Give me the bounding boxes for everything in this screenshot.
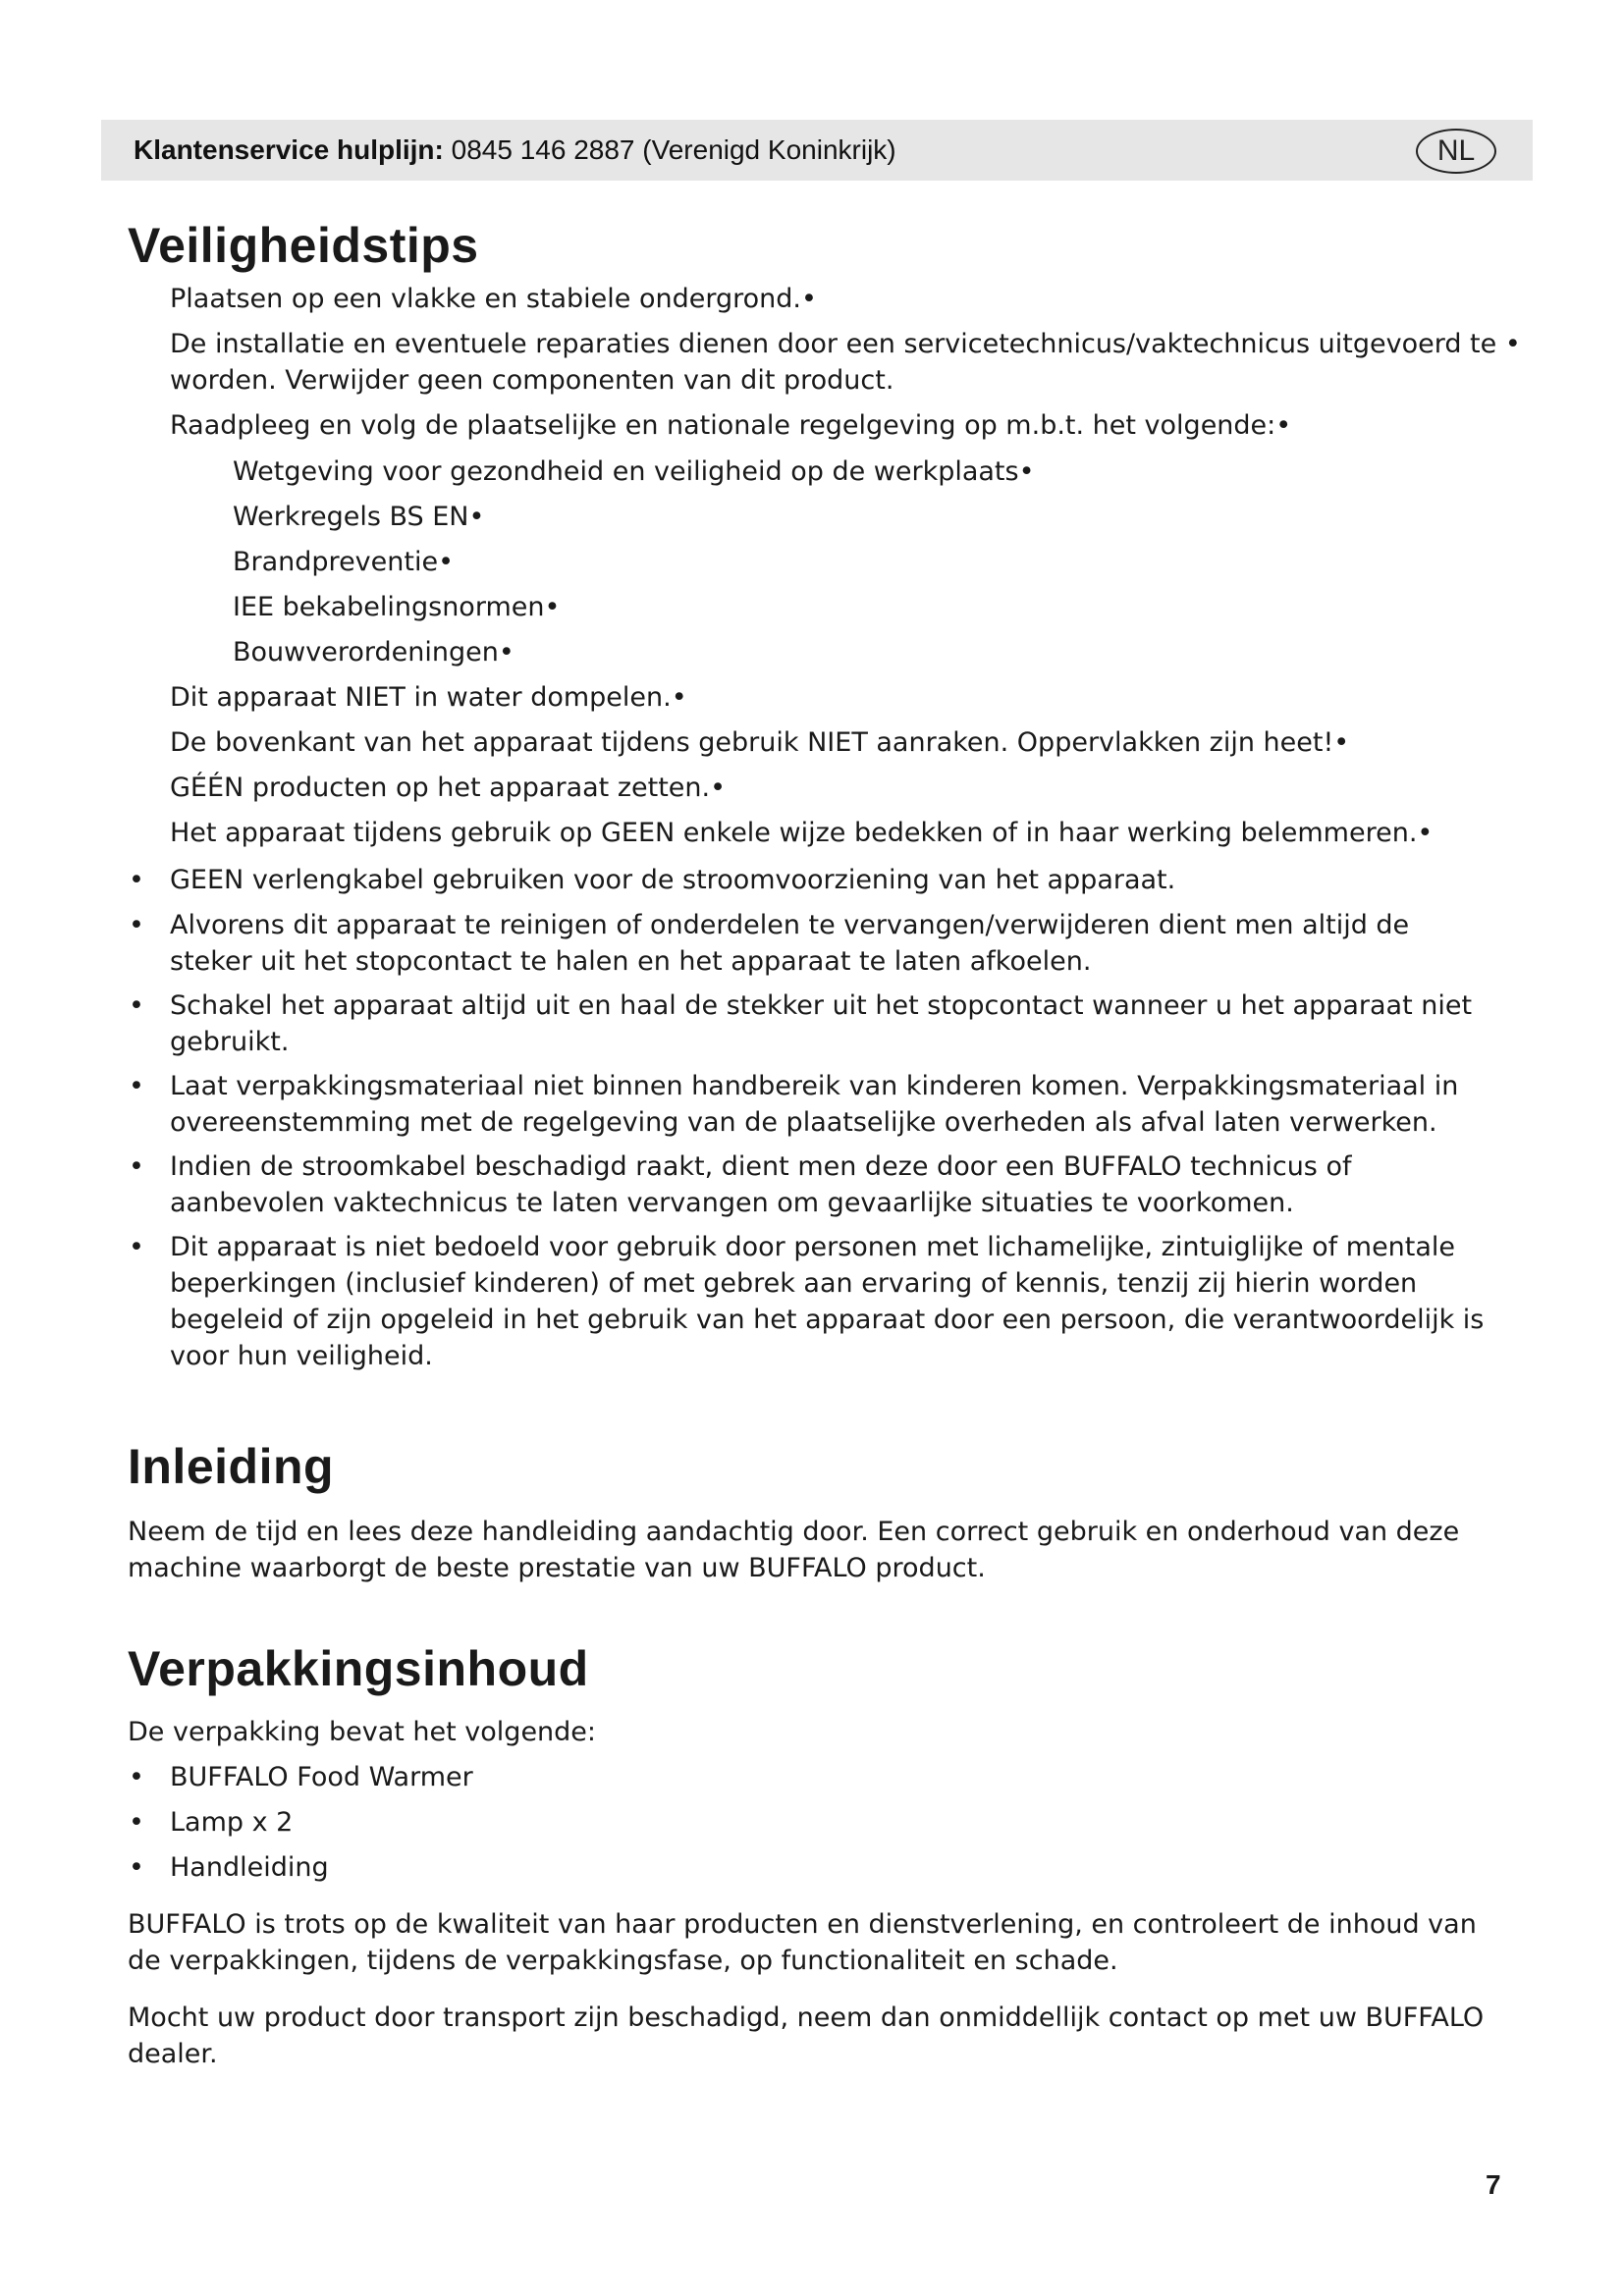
- page-number: 7: [1486, 2169, 1501, 2200]
- bullet-5: •: [129, 1151, 144, 1182]
- safety-line-7: Het apparaat tijdens gebruik op GEEN enkele wijze bedekken of in haar werking belemmeren.•: [170, 818, 1434, 848]
- safety-line-4: Dit apparaat NIET in water dompelen.•: [170, 682, 687, 713]
- safety-bullet-3a: Schakel het apparaat altijd uit en haal de stekker uit het stopcontact wanneer u het apparaat niet: [170, 990, 1473, 1021]
- contents-bullet-1: •: [129, 1762, 144, 1792]
- language-badge: NL: [1416, 129, 1496, 174]
- safety-line-2a: De installatie en eventuele reparaties dienen door een servicetechnicus/vaktechnicus uitgevoerd te •: [170, 329, 1521, 359]
- contents-bullet-3: •: [129, 1852, 144, 1883]
- safety-sub-3: Brandpreventie•: [233, 547, 455, 577]
- safety-bullet-5b: aanbevolen vaktechnicus te laten vervangen om gevaarlijke situaties te voorkomen.: [170, 1188, 1294, 1218]
- contents-item-2: Lamp x 2: [170, 1807, 294, 1838]
- contents-item-3: Handleiding: [170, 1852, 329, 1883]
- contents-item-1: BUFFALO Food Warmer: [170, 1762, 473, 1792]
- contents-bullet-2: •: [129, 1807, 144, 1838]
- safety-bullet-2a: Alvorens dit apparaat te reinigen of onderdelen te vervangen/verwijderen dient men altijd de: [170, 910, 1410, 940]
- section-title-safety: Veiligheidstips: [128, 218, 479, 273]
- helpline-phone: 0845 146 2887 (Verenigd Koninkrijk): [443, 134, 896, 165]
- contents-para-2b: dealer.: [128, 2039, 218, 2069]
- safety-bullet-6d: voor hun veiligheid.: [170, 1341, 433, 1371]
- section-title-contents: Verpakkingsinhoud: [128, 1641, 589, 1696]
- safety-line-3: Raadpleeg en volg de plaatselijke en nationale regelgeving op m.b.t. het volgende:•: [170, 410, 1292, 441]
- safety-sub-2: Werkregels BS EN•: [233, 502, 485, 532]
- safety-line-2b: worden. Verwijder geen componenten van dit product.: [170, 365, 894, 396]
- intro-para-a: Neem de tijd en lees deze handleiding aandachtig door. Een correct gebruik en onderhoud van deze: [128, 1517, 1460, 1547]
- bullet-3: •: [129, 990, 144, 1021]
- safety-bullet-6b: beperkingen (inclusief kinderen) of met gebrek aan ervaring of kennis, tenzij zij hierin worden: [170, 1268, 1418, 1299]
- safety-bullet-3b: gebruikt.: [170, 1027, 290, 1057]
- contents-para-1a: BUFFALO is trots op de kwaliteit van haar producten en dienstverlening, en controleert de inhoud van: [128, 1909, 1477, 1940]
- helpline-label: Klantenservice hulplijn:: [134, 134, 444, 165]
- safety-sub-5: Bouwverordeningen•: [233, 637, 514, 667]
- intro-para-b: machine waarborgt de beste prestatie van uw BUFFALO product.: [128, 1553, 986, 1583]
- safety-line-5: De bovenkant van het apparaat tijdens gebruik NIET aanraken. Oppervlakken zijn heet!•: [170, 727, 1350, 758]
- bullet-6: •: [129, 1232, 144, 1262]
- header-bar: [101, 120, 1533, 181]
- safety-bullet-5a: Indien de stroomkabel beschadigd raakt, dient men deze door een BUFFALO technicus of: [170, 1151, 1352, 1182]
- safety-bullet-4a: Laat verpakkingsmateriaal niet binnen handbereik van kinderen komen. Verpakkingsmateriaal in: [170, 1071, 1459, 1101]
- safety-bullet-4b: overeenstemming met de regelgeving van de plaatselijke overheden als afval laten verwerken.: [170, 1107, 1437, 1138]
- safety-bullet-6c: begeleid of zijn opgeleid in het gebruik van het apparaat door een persoon, die verantwoordelijk is: [170, 1305, 1485, 1335]
- safety-sub-1: Wetgeving voor gezondheid en veiligheid op de werkplaats•: [233, 456, 1035, 487]
- section-title-intro: Inleiding: [128, 1439, 335, 1494]
- safety-bullet-2b: steker uit het stopcontact te halen en het apparaat te laten afkoelen.: [170, 946, 1092, 977]
- safety-bullet-1: GEEN verlengkabel gebruiken voor de stroomvoorziening van het apparaat.: [170, 865, 1176, 895]
- safety-sub-4: IEE bekabelingsnormen•: [233, 592, 561, 622]
- safety-line-1: Plaatsen op een vlakke en stabiele ondergrond.•: [170, 284, 817, 314]
- bullet-2: •: [129, 910, 144, 940]
- contents-para-2a: Mocht uw product door transport zijn beschadigd, neem dan onmiddellijk contact op met uw BUFFALO: [128, 2002, 1485, 2033]
- bullet-4: •: [129, 1071, 144, 1101]
- helpline-text: [134, 133, 896, 167]
- contents-lead: De verpakking bevat het volgende:: [128, 1717, 597, 1747]
- contents-para-1b: de verpakkingen, tijdens de verpakkingsfase, op functionaliteit en schade.: [128, 1946, 1118, 1976]
- bullet-1: •: [129, 865, 144, 895]
- safety-line-6: GÉÉN producten op het apparaat zetten.•: [170, 773, 727, 803]
- safety-bullet-6a: Dit apparaat is niet bedoeld voor gebruik door personen met lichamelijke, zintuiglijke of mentale: [170, 1232, 1456, 1262]
